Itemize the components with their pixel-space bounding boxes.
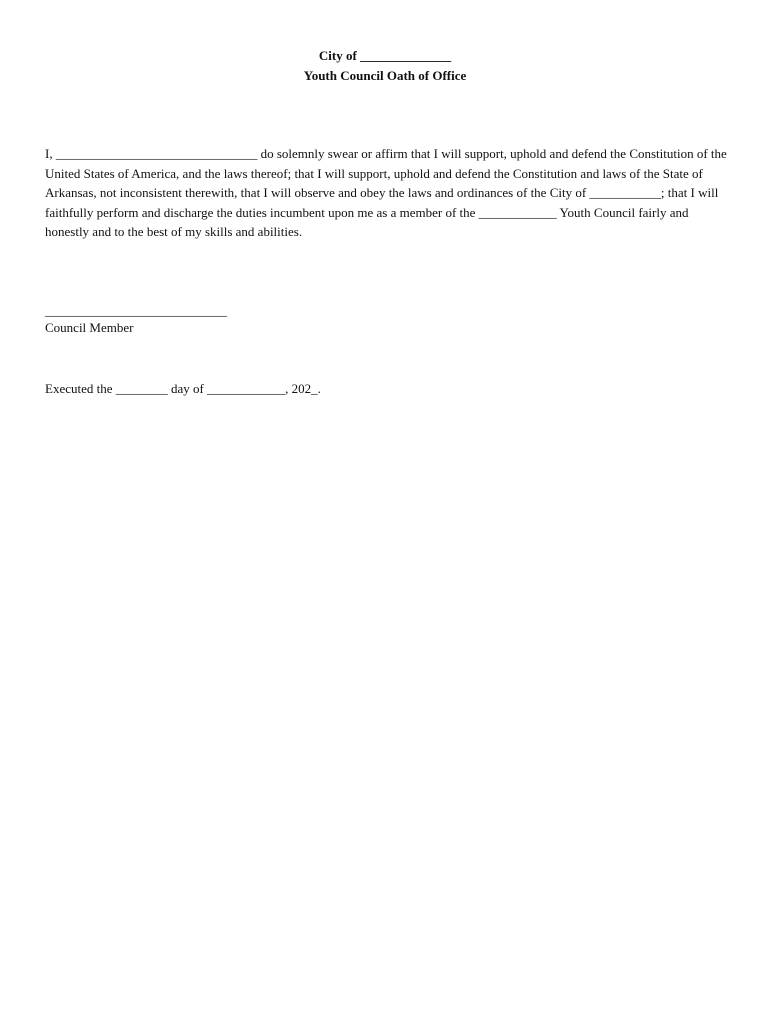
document-title: Youth Council Oath of Office: [303, 67, 467, 83]
executed-line: Executed the ________ day of ____________, 202_.: [45, 381, 321, 396]
city-line: City of ______________: [318, 48, 452, 63]
signature-line: ____________________________: [45, 303, 227, 318]
signature-label: Council Member: [45, 320, 134, 335]
document-header: [0, 46, 770, 85]
signature-block: [45, 302, 445, 336]
oath-paragraph: I, _______________________________ do solemnly swear or affirm that I will support, uphold and defend the Constitution of the United States of America, and the laws thereof; that I will support, uphold and defend the Constitution and laws of the State of Arkansas, not inconsistent therewith, that I will observe and obey the laws and ordinances of the City of ___________; that I will faithfully perform and discharge the duties incumbent upon me as a member of the ____________ Youth Council fairly and honestly and to the best of my skills and abilities.: [45, 146, 727, 239]
